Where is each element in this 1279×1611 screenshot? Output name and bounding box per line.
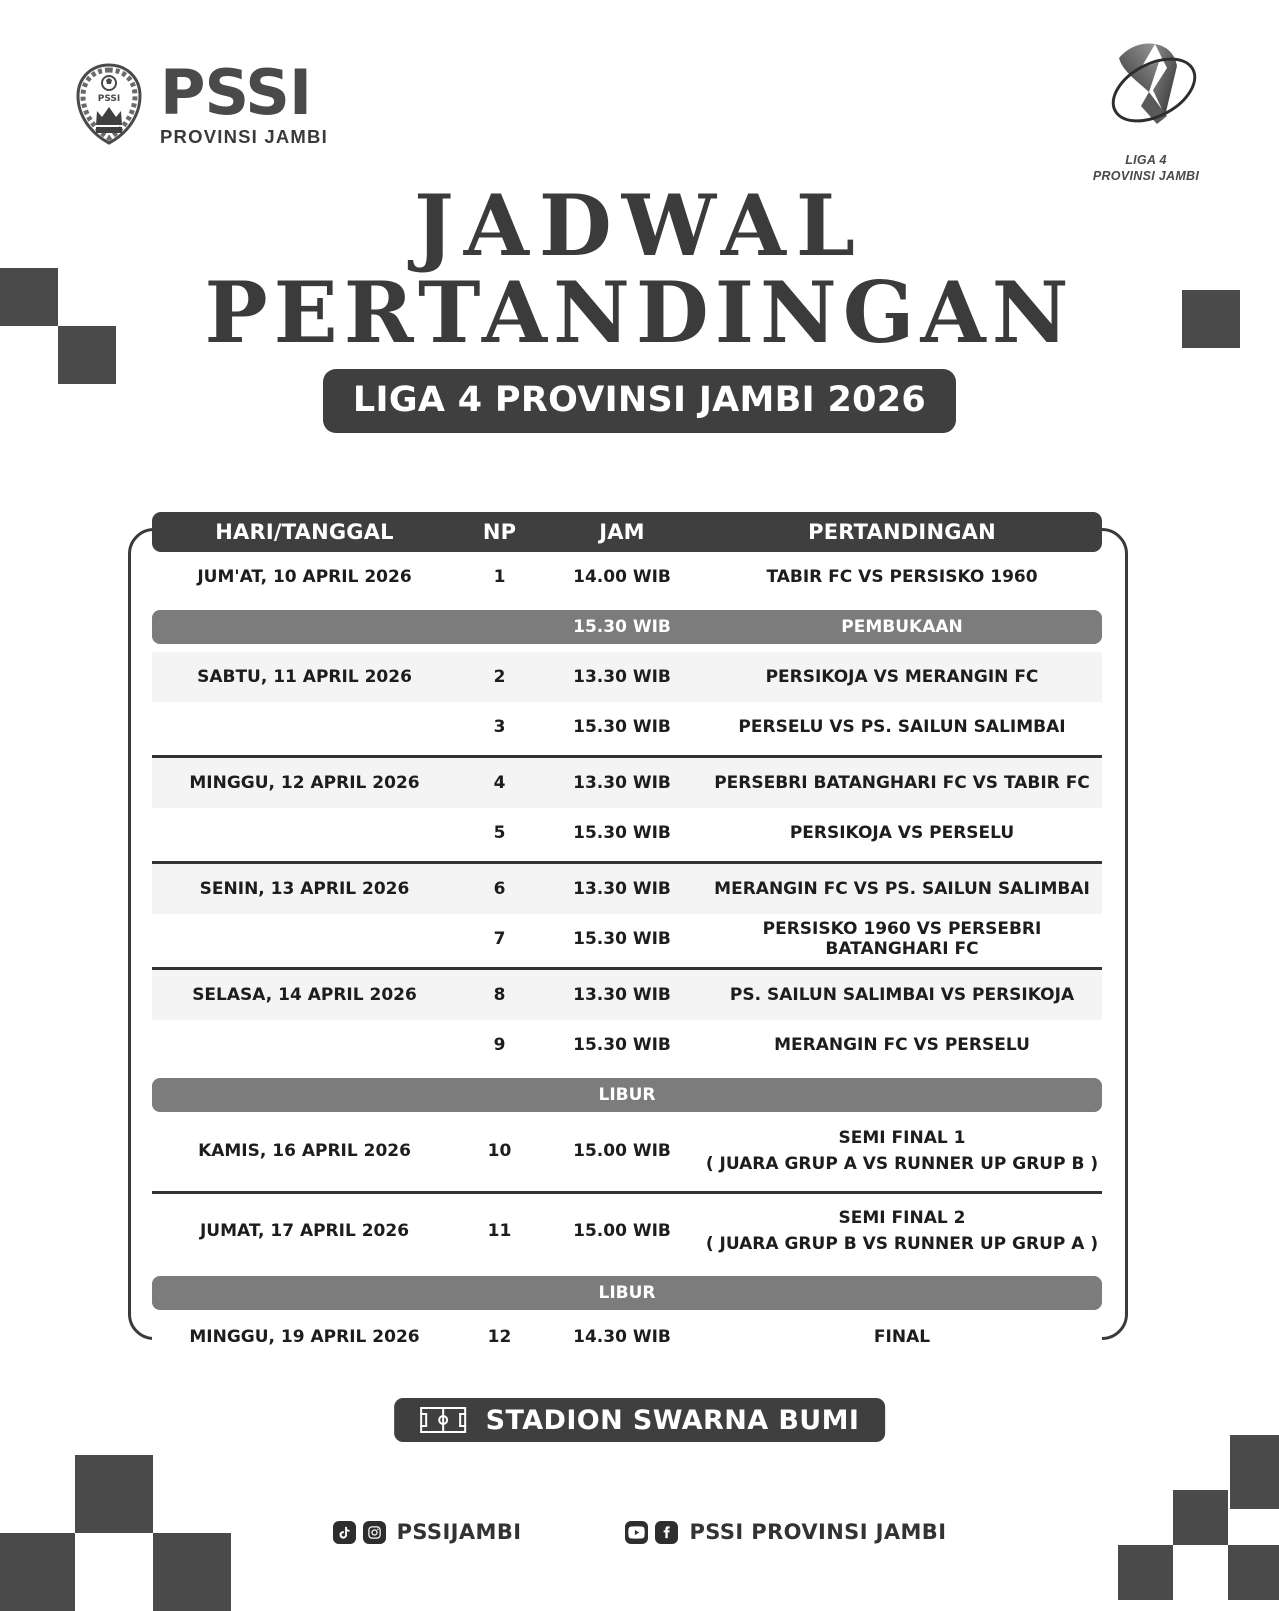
cell-match: PERSELU VS PS. SAILUN SALIMBAI [738, 717, 1066, 737]
table-row[interactable] [152, 1312, 1102, 1362]
pssi-wordmark: PSSI [160, 56, 312, 129]
cell-match-detail: ( JUARA GRUP A VS RUNNER UP GRUP B ) [705, 1153, 1099, 1174]
cell-match [702, 1207, 1102, 1254]
league-badge: LIGA 4 PROVINSI JAMBI 2026 [323, 369, 956, 433]
football-pitch-icon [420, 1407, 466, 1433]
libur-label: LIBUR [598, 1085, 656, 1105]
title-line-1: JADWAL [414, 176, 865, 275]
cell-np: 11 [487, 1221, 512, 1241]
column-header-match: PERTANDINGAN [808, 520, 996, 544]
cell-match: PERSEBRI BATANGHARI FC VS TABIR FC [714, 773, 1090, 793]
instagram-icon[interactable] [363, 1521, 386, 1544]
liga4-label-line1: LIGA 4 [1125, 153, 1167, 167]
cell-match-title: SEMI FINAL 1 [838, 1128, 966, 1149]
liga4-emblem-icon [1071, 28, 1221, 146]
band-label: PEMBUKAAN [841, 617, 963, 637]
cell-date: MINGGU, 19 APRIL 2026 [189, 1327, 420, 1347]
cell-match: FINAL [873, 1327, 931, 1347]
cell-date: SELASA, 14 APRIL 2026 [192, 985, 417, 1005]
cell-match [702, 1127, 1102, 1174]
column-header-jam: JAM [599, 520, 645, 544]
table-body [152, 552, 1102, 1362]
cell-np: 9 [493, 1035, 506, 1055]
table-row[interactable] [152, 1194, 1102, 1268]
cell-date: MINGGU, 12 APRIL 2026 [189, 773, 420, 793]
table-row[interactable] [152, 1114, 1102, 1188]
facebook-icon[interactable] [655, 1521, 678, 1544]
tiktok-icon[interactable] [333, 1521, 356, 1544]
youtube-icon[interactable] [625, 1521, 648, 1544]
cell-jam: 13.30 WIB [573, 667, 671, 687]
cell-match-title: SEMI FINAL 2 [838, 1208, 966, 1229]
page-title [0, 176, 1279, 433]
table-row[interactable] [152, 652, 1102, 702]
cell-jam: 15.00 WIB [573, 1141, 671, 1161]
cell-date: JUM'AT, 10 APRIL 2026 [197, 567, 412, 587]
cell-match-detail: ( JUARA GRUP B VS RUNNER UP GRUP A ) [705, 1233, 1099, 1254]
cell-jam: 13.30 WIB [573, 879, 671, 899]
libur-label: LIBUR [598, 1283, 656, 1303]
liga4-logo [1071, 28, 1221, 184]
table-row[interactable] [152, 808, 1102, 858]
cell-np: 7 [493, 929, 506, 949]
social-group[interactable] [333, 1520, 522, 1544]
liga4-label [1071, 153, 1221, 184]
stadium-name: STADION SWARNA BUMI [485, 1404, 860, 1436]
cell-match: PERSIKOJA VS PERSELU [789, 823, 1015, 843]
schedule-table [152, 512, 1102, 1362]
cell-jam: 15.30 WIB [573, 717, 671, 737]
cell-jam: 15.30 WIB [573, 823, 671, 843]
social-group[interactable] [625, 1520, 946, 1544]
table-row[interactable] [152, 970, 1102, 1020]
cell-match: TABIR FC VS PERSISKO 1960 [766, 567, 1038, 587]
decor-square [1118, 1545, 1173, 1600]
liga4-label-line2: PROVINSI JAMBI [1092, 168, 1200, 183]
cell-match: PS. SAILUN SALIMBAI VS PERSIKOJA [729, 985, 1075, 1005]
cell-date: SABTU, 11 APRIL 2026 [197, 667, 412, 687]
svg-text:PSSI: PSSI [97, 94, 121, 105]
cell-match: PERSISKO 1960 VS PERSEBRI BATANGHARI FC [762, 919, 1042, 959]
libur-band-row [152, 1276, 1102, 1310]
cell-jam: 15.30 WIB [573, 1035, 671, 1055]
table-row[interactable] [152, 914, 1102, 964]
cell-date: JUMAT, 17 APRIL 2026 [199, 1221, 410, 1241]
band-jam: 15.30 WIB [573, 617, 671, 637]
cell-match: MERANGIN FC VS PS. SAILUN SALIMBAI [714, 879, 1090, 899]
cell-match: PERSIKOJA VS MERANGIN FC [765, 667, 1039, 687]
cell-np: 10 [487, 1141, 512, 1161]
decor-square [1230, 1435, 1279, 1509]
cell-np: 8 [493, 985, 506, 1005]
cell-np: 4 [493, 773, 506, 793]
cell-np: 2 [493, 667, 506, 687]
cell-match: MERANGIN FC VS PERSELU [774, 1035, 1030, 1055]
cell-np: 5 [493, 823, 506, 843]
cell-jam: 15.30 WIB [573, 929, 671, 949]
libur-band-row [152, 1078, 1102, 1112]
column-header-date: HARI/TANGGAL [215, 520, 394, 544]
cell-jam: 13.30 WIB [573, 985, 671, 1005]
decor-square [0, 1533, 75, 1611]
social-footer [0, 1520, 1279, 1544]
cell-jam: 14.00 WIB [573, 567, 671, 587]
cell-jam: 13.30 WIB [573, 773, 671, 793]
cell-date: KAMIS, 16 APRIL 2026 [198, 1141, 411, 1161]
stadium-banner [394, 1398, 886, 1442]
cell-date: SENIN, 13 APRIL 2026 [199, 879, 410, 899]
cell-jam: 15.00 WIB [573, 1221, 671, 1241]
pssi-crest-icon [72, 63, 146, 145]
table-header-row [152, 512, 1102, 552]
pssi-subtitle: PROVINSI JAMBI [160, 126, 328, 147]
social-handle: PSSI PROVINSI JAMBI [689, 1520, 947, 1544]
table-row[interactable] [152, 552, 1102, 602]
cell-np: 1 [493, 567, 506, 587]
social-handle: PSSIJAMBI [396, 1520, 522, 1544]
cell-np: 6 [493, 879, 506, 899]
table-row[interactable] [152, 864, 1102, 914]
table-row[interactable] [152, 702, 1102, 752]
title-line-2: PERTANDINGAN [204, 262, 1075, 362]
decor-square [153, 1533, 231, 1611]
table-row[interactable] [152, 758, 1102, 808]
column-header-np: NP [482, 520, 517, 544]
cell-np: 3 [493, 717, 506, 737]
pssi-logo [72, 56, 328, 147]
cell-np: 12 [487, 1327, 512, 1347]
table-row[interactable] [152, 1020, 1102, 1070]
highlight-band-row [152, 610, 1102, 644]
decor-square [1228, 1545, 1279, 1600]
cell-jam: 14.30 WIB [573, 1327, 671, 1347]
